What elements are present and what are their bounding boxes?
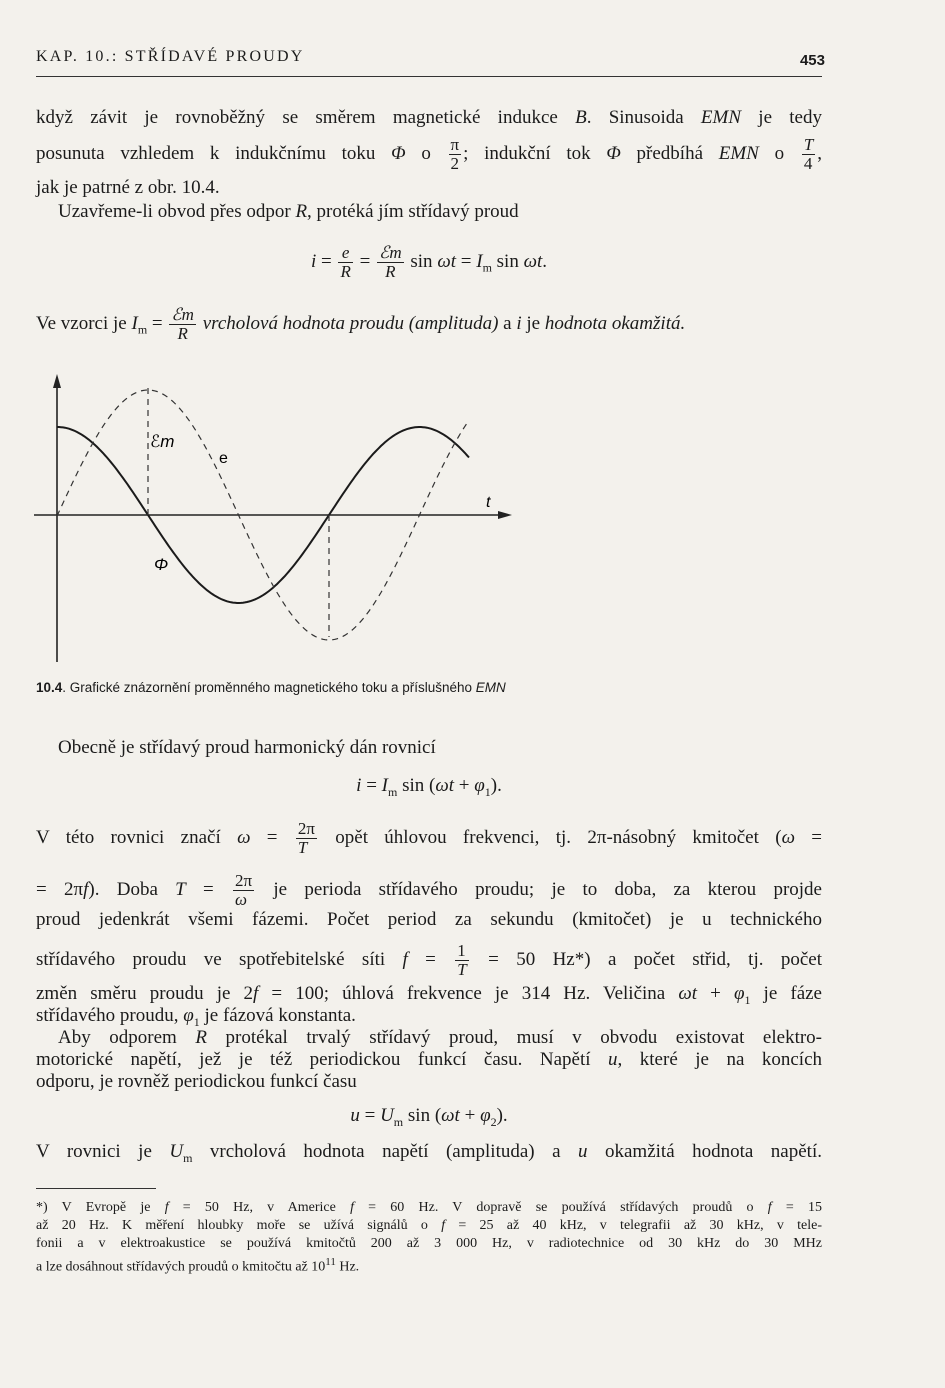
footnote-line-3: fonii a v elektroakustice se používá kmitočtů 200 až 3 000 Hz, v radiotechnice od 30 kHz do 30 MHz	[36, 1236, 822, 1251]
figure-caption: 10.4. Grafické znázornění proměnného magnetického toku a příslušného EMN	[36, 680, 506, 695]
equation-2: $i = I_m$ $\sin (\omega t + \varphi_1)$.	[356, 775, 502, 799]
footnote-line-2: až 20 Hz. K měření hloubky moře se užívá signálů o f = 25 až 40 kHz, v telegrafii až 30 kHz, v tele-	[36, 1218, 823, 1233]
paragraph-1-line-3: jak je patrné z obr. 10.4.	[36, 177, 220, 198]
paragraph-6-line-3: odporu, je rovněž periodickou funkcí času	[36, 1071, 357, 1092]
paragraph-7: V rovnici je $U_m$ vrcholová hodnota napětí (amplituda) a u okamžitá hodnota napětí.	[36, 1141, 822, 1165]
paragraph-4: Obecně je střídavý proud harmonický dán rovnicí	[58, 737, 436, 758]
running-header: KAP. 10.: STŘÍDAVÉ PROUDY	[36, 48, 305, 65]
paragraph-5-line-1: V této rovnici značí ω = $\frac{2\pi}{T}$ opět úhlovou frekvenci, tj. 2π-násobný kmitočet (ω =	[36, 819, 823, 857]
paragraph-1-line-2: posunuta vzhledem k indukčnímu toku Φ o $\frac{\pi}{2}$ ; indukční tok Φ předbíhá EMN o $\frac{T}{4}$ ,	[36, 135, 823, 173]
fraction-t-over-4: $\frac{T}{4}$	[803, 135, 814, 173]
label-phi: Φ	[154, 555, 169, 574]
vertical-axis-arrow	[53, 374, 61, 388]
footnote-rule	[36, 1188, 156, 1189]
footnote-line-1: *) V Evropě je f = 50 Hz, v Americe f = 60 Hz. V dopravě se používá střídavých proudů o f = 15	[36, 1200, 822, 1215]
paragraph-3: Ve vzorci je $I_m$ = $\frac{\text{ℰm}}{R}$ vrcholová hodnota proudu (amplituda) a i je hodnota okamžitá.	[36, 305, 686, 343]
equation-1: i = $\frac{e}{R}$ = $\frac{\text{ℰm}}{R}$ $\sin \omega t = I_m$ sin ωt.	[310, 243, 548, 281]
paragraph-5-line-6: střídavého proudu, $\varphi_1$ je fázová konstanta.	[36, 1005, 356, 1029]
paragraph-5-line-3: proud jedenkrát všemi fázemi. Počet period za sekundu (kmitočet) je u technického	[36, 909, 822, 930]
label-em: ℰm	[150, 432, 175, 451]
paragraph-5-line-2: = 2πf). Doba T = $\frac{2\pi}{\omega}$ je perioda střídavého proudu; je to doba, za kterou projde	[36, 871, 822, 909]
paragraph-2-line-1: Uzavřeme-li obvod přes odpor R, protéká jím střídavý proud	[58, 201, 519, 222]
time-axis-arrow	[498, 511, 512, 519]
paragraph-1-line-1: když závit je rovnoběžný se směrem magnetické indukce B. Sinusoida EMN je tedy	[36, 107, 822, 128]
paragraph-5-line-4: střídavého proudu ve spotřebitelské síti f = $\frac{1}{T}$ = 50 Hz*) a počet střid, tj. počet	[36, 941, 822, 979]
paragraph-6-line-2: motorické napětí, jež je též periodickou funkcí času. Napětí u, které je na koncích	[36, 1049, 823, 1070]
page-number: 453	[799, 52, 825, 69]
footnote-line-4: a lze dosáhnout střídavých proudů o kmitočtu až $10^{11}$ Hz.	[36, 1256, 360, 1275]
paragraph-6-line-1: Aby odporem R protékal trvalý střídavý proud, musí v obvodu existovat elektro-	[58, 1027, 823, 1048]
equation-3: $u = U_m$ $\sin (\omega t + \varphi_2)$.	[350, 1105, 508, 1129]
label-t: t	[486, 494, 491, 511]
fraction-pi-over-2: $\frac{\pi}{2}$	[450, 135, 460, 173]
paragraph-5-line-5: změn směru proudu je 2f = 100; úhlová frekvence je 314 Hz. Veličina $\omega t + \varphi_1$ je fáze	[36, 983, 822, 1007]
label-e: e	[219, 450, 228, 467]
